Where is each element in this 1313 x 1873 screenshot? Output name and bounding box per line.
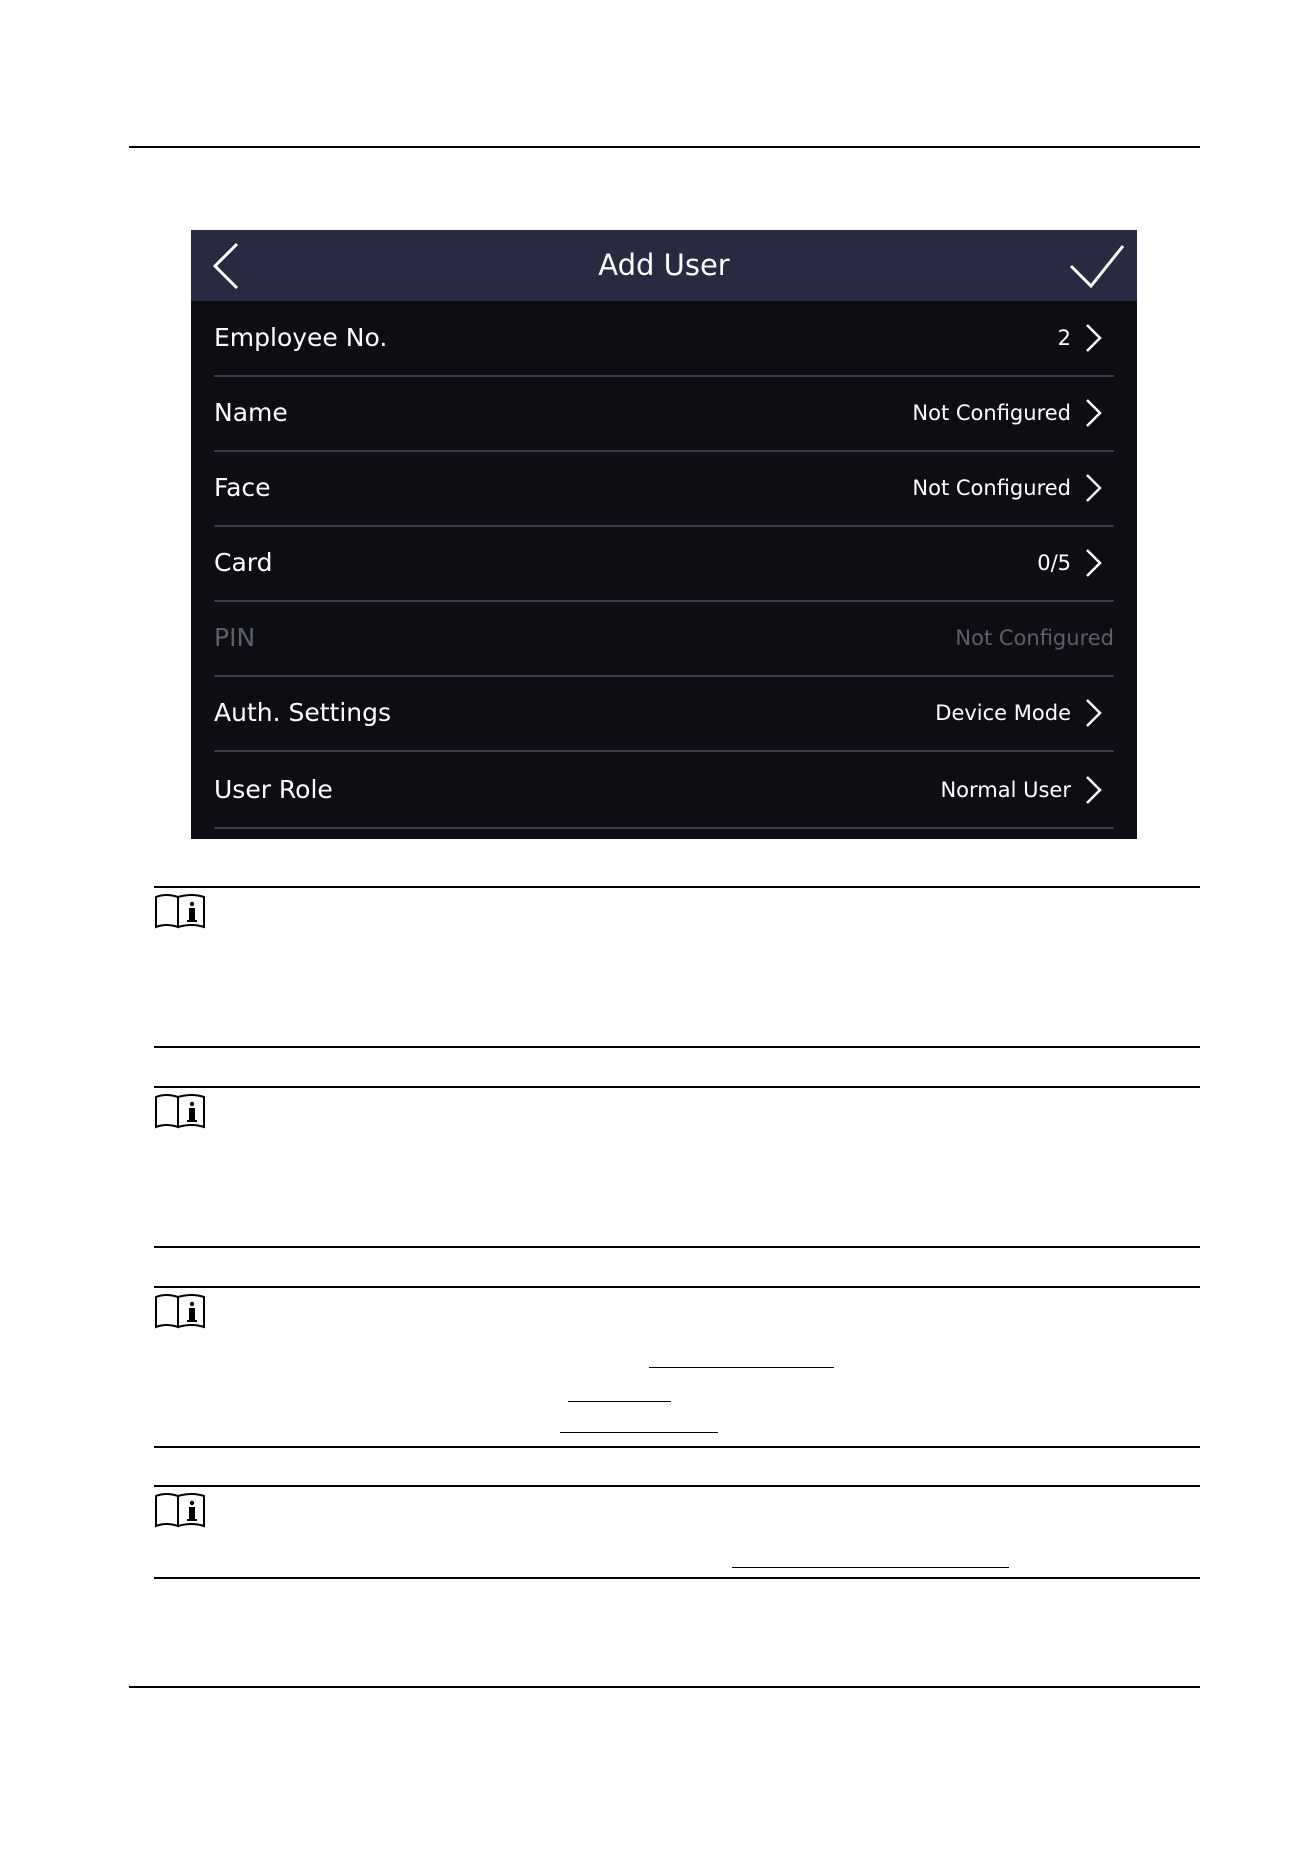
row-label: Auth. Settings (214, 698, 392, 727)
cross-reference-link[interactable] (732, 1567, 1009, 1568)
screen-title: Add User (598, 248, 730, 282)
cross-reference-link[interactable] (560, 1432, 718, 1433)
row-value: 0/5 (1037, 551, 1071, 575)
title-bar (191, 230, 1137, 301)
back-button[interactable] (203, 240, 253, 292)
note-bottom-rule (154, 1246, 1200, 1248)
row-label: Name (214, 398, 288, 427)
row-value: Normal User (940, 778, 1071, 802)
confirm-button[interactable] (1067, 240, 1127, 292)
row-label: Face (214, 473, 271, 502)
chevron-right-icon (1082, 473, 1104, 503)
row-name[interactable] (214, 376, 1114, 452)
note-top-rule (154, 1086, 1200, 1088)
row-label: User Role (214, 775, 333, 804)
chevron-right-icon (1082, 775, 1104, 805)
row-user-role[interactable] (214, 753, 1114, 829)
row-value: 2 (1057, 326, 1071, 350)
cross-reference-link[interactable] (568, 1401, 671, 1402)
chevron-left-icon (203, 240, 253, 292)
chevron-right-icon (1082, 548, 1104, 578)
note-bottom-rule (154, 1446, 1200, 1448)
note-top-rule (154, 1485, 1200, 1487)
footer-rule (129, 1686, 1200, 1688)
cross-reference-link[interactable] (649, 1367, 834, 1368)
info-book-icon (154, 1293, 206, 1331)
row-value: Not Configured (955, 626, 1114, 650)
note-top-rule (154, 886, 1200, 888)
checkmark-icon (1067, 240, 1127, 292)
row-label: Card (214, 548, 273, 577)
row-value: Not Configured (912, 476, 1071, 500)
row-card[interactable] (214, 526, 1114, 602)
chevron-right-icon (1082, 698, 1104, 728)
row-face[interactable] (214, 451, 1114, 527)
info-book-icon (154, 893, 206, 931)
info-book-icon (154, 1492, 206, 1530)
note-top-rule (154, 1286, 1200, 1288)
row-pin (214, 601, 1114, 677)
row-auth-settings[interactable] (214, 676, 1114, 752)
chevron-right-icon (1082, 323, 1104, 353)
device-screen (191, 230, 1137, 839)
note-bottom-rule (154, 1577, 1200, 1579)
chevron-right-icon (1082, 398, 1104, 428)
row-label: PIN (214, 623, 256, 652)
note-bottom-rule (154, 1046, 1200, 1048)
info-book-icon (154, 1093, 206, 1131)
row-label: Employee No. (214, 323, 388, 352)
header-rule (129, 146, 1200, 148)
row-value: Device Mode (935, 701, 1071, 725)
row-employee-no[interactable] (214, 301, 1114, 377)
row-value: Not Configured (912, 401, 1071, 425)
